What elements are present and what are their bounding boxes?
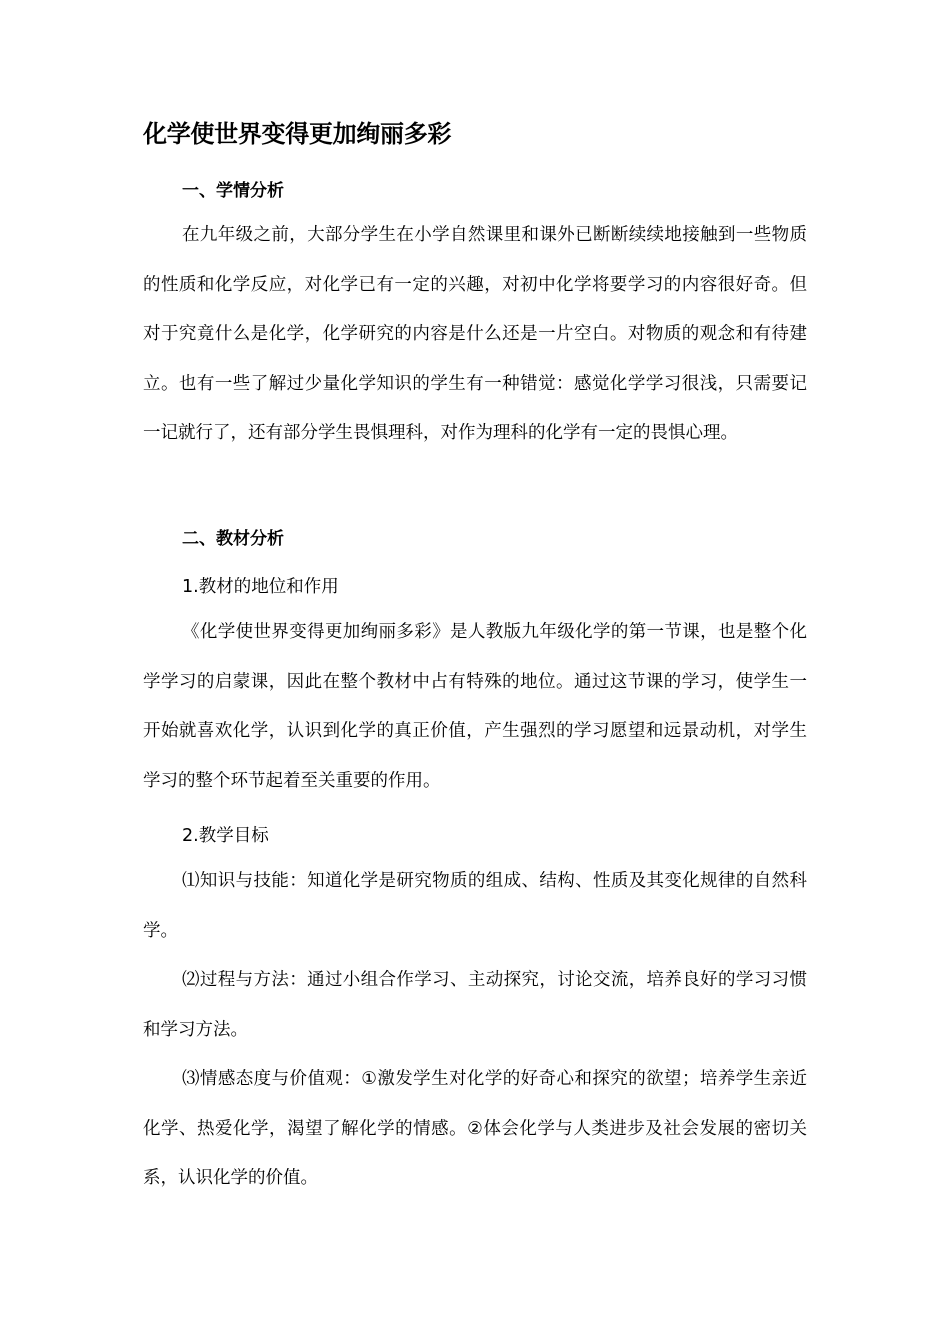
document-title: 化学使世界变得更加绚丽多彩 xyxy=(143,120,452,148)
subheading-teaching-goals: 2.教学目标 xyxy=(182,826,269,846)
textbook-role-paragraph: 《化学使世界变得更加绚丽多彩》是人教版九年级化学的第一节课，也是整个化学学习的启蒙课，因此在整个教材中占有特殊的地位。通过这节课的学习，使学生一开始就喜欢化学，认识到化学的真正价值，产生强烈的学习愿望和远景动机，对学生学习的整个环节起着至关重要的作用。 xyxy=(143,622,807,791)
learner-analysis-paragraph: 在九年级之前，大部分学生在小学自然课里和课外已断断续续地接触到一些物质的性质和化学反应，对化学已有一定的兴趣，对初中化学将要学习的内容很好奇。但对于究竟什么是化学，化学研究的内容是什么还是一片空白。对物质的观念和有待建立。也有一些了解过少量化学知识的学生有一种错觉：感觉化学学习很浅，只需要记一记就行了，还有部分学生畏惧理科，对作为理科的化学有一定的畏惧心理。 xyxy=(143,225,807,444)
section-heading-learner-analysis: 一、学情分析 xyxy=(182,181,284,201)
goal-knowledge-skills: ⑴知识与技能：知道化学是研究物质的组成、结构、性质及其变化规律的自然科学。 xyxy=(143,871,807,941)
goal-process-methods: ⑵过程与方法：通过小组合作学习、主动探究，讨论交流，培养良好的学习习惯和学习方法。 xyxy=(143,970,807,1040)
subheading-textbook-role: 1.教材的地位和作用 xyxy=(182,577,339,597)
goal-attitudes-values: ⑶情感态度与价值观：①激发学生对化学的好奇心和探究的欲望；培养学生亲近化学、热爱化学，渴望了解化学的情感。②体会化学与人类进步及社会发展的密切关系，认识化学的价值。 xyxy=(143,1069,807,1189)
section-heading-textbook-analysis: 二、教材分析 xyxy=(182,529,284,549)
